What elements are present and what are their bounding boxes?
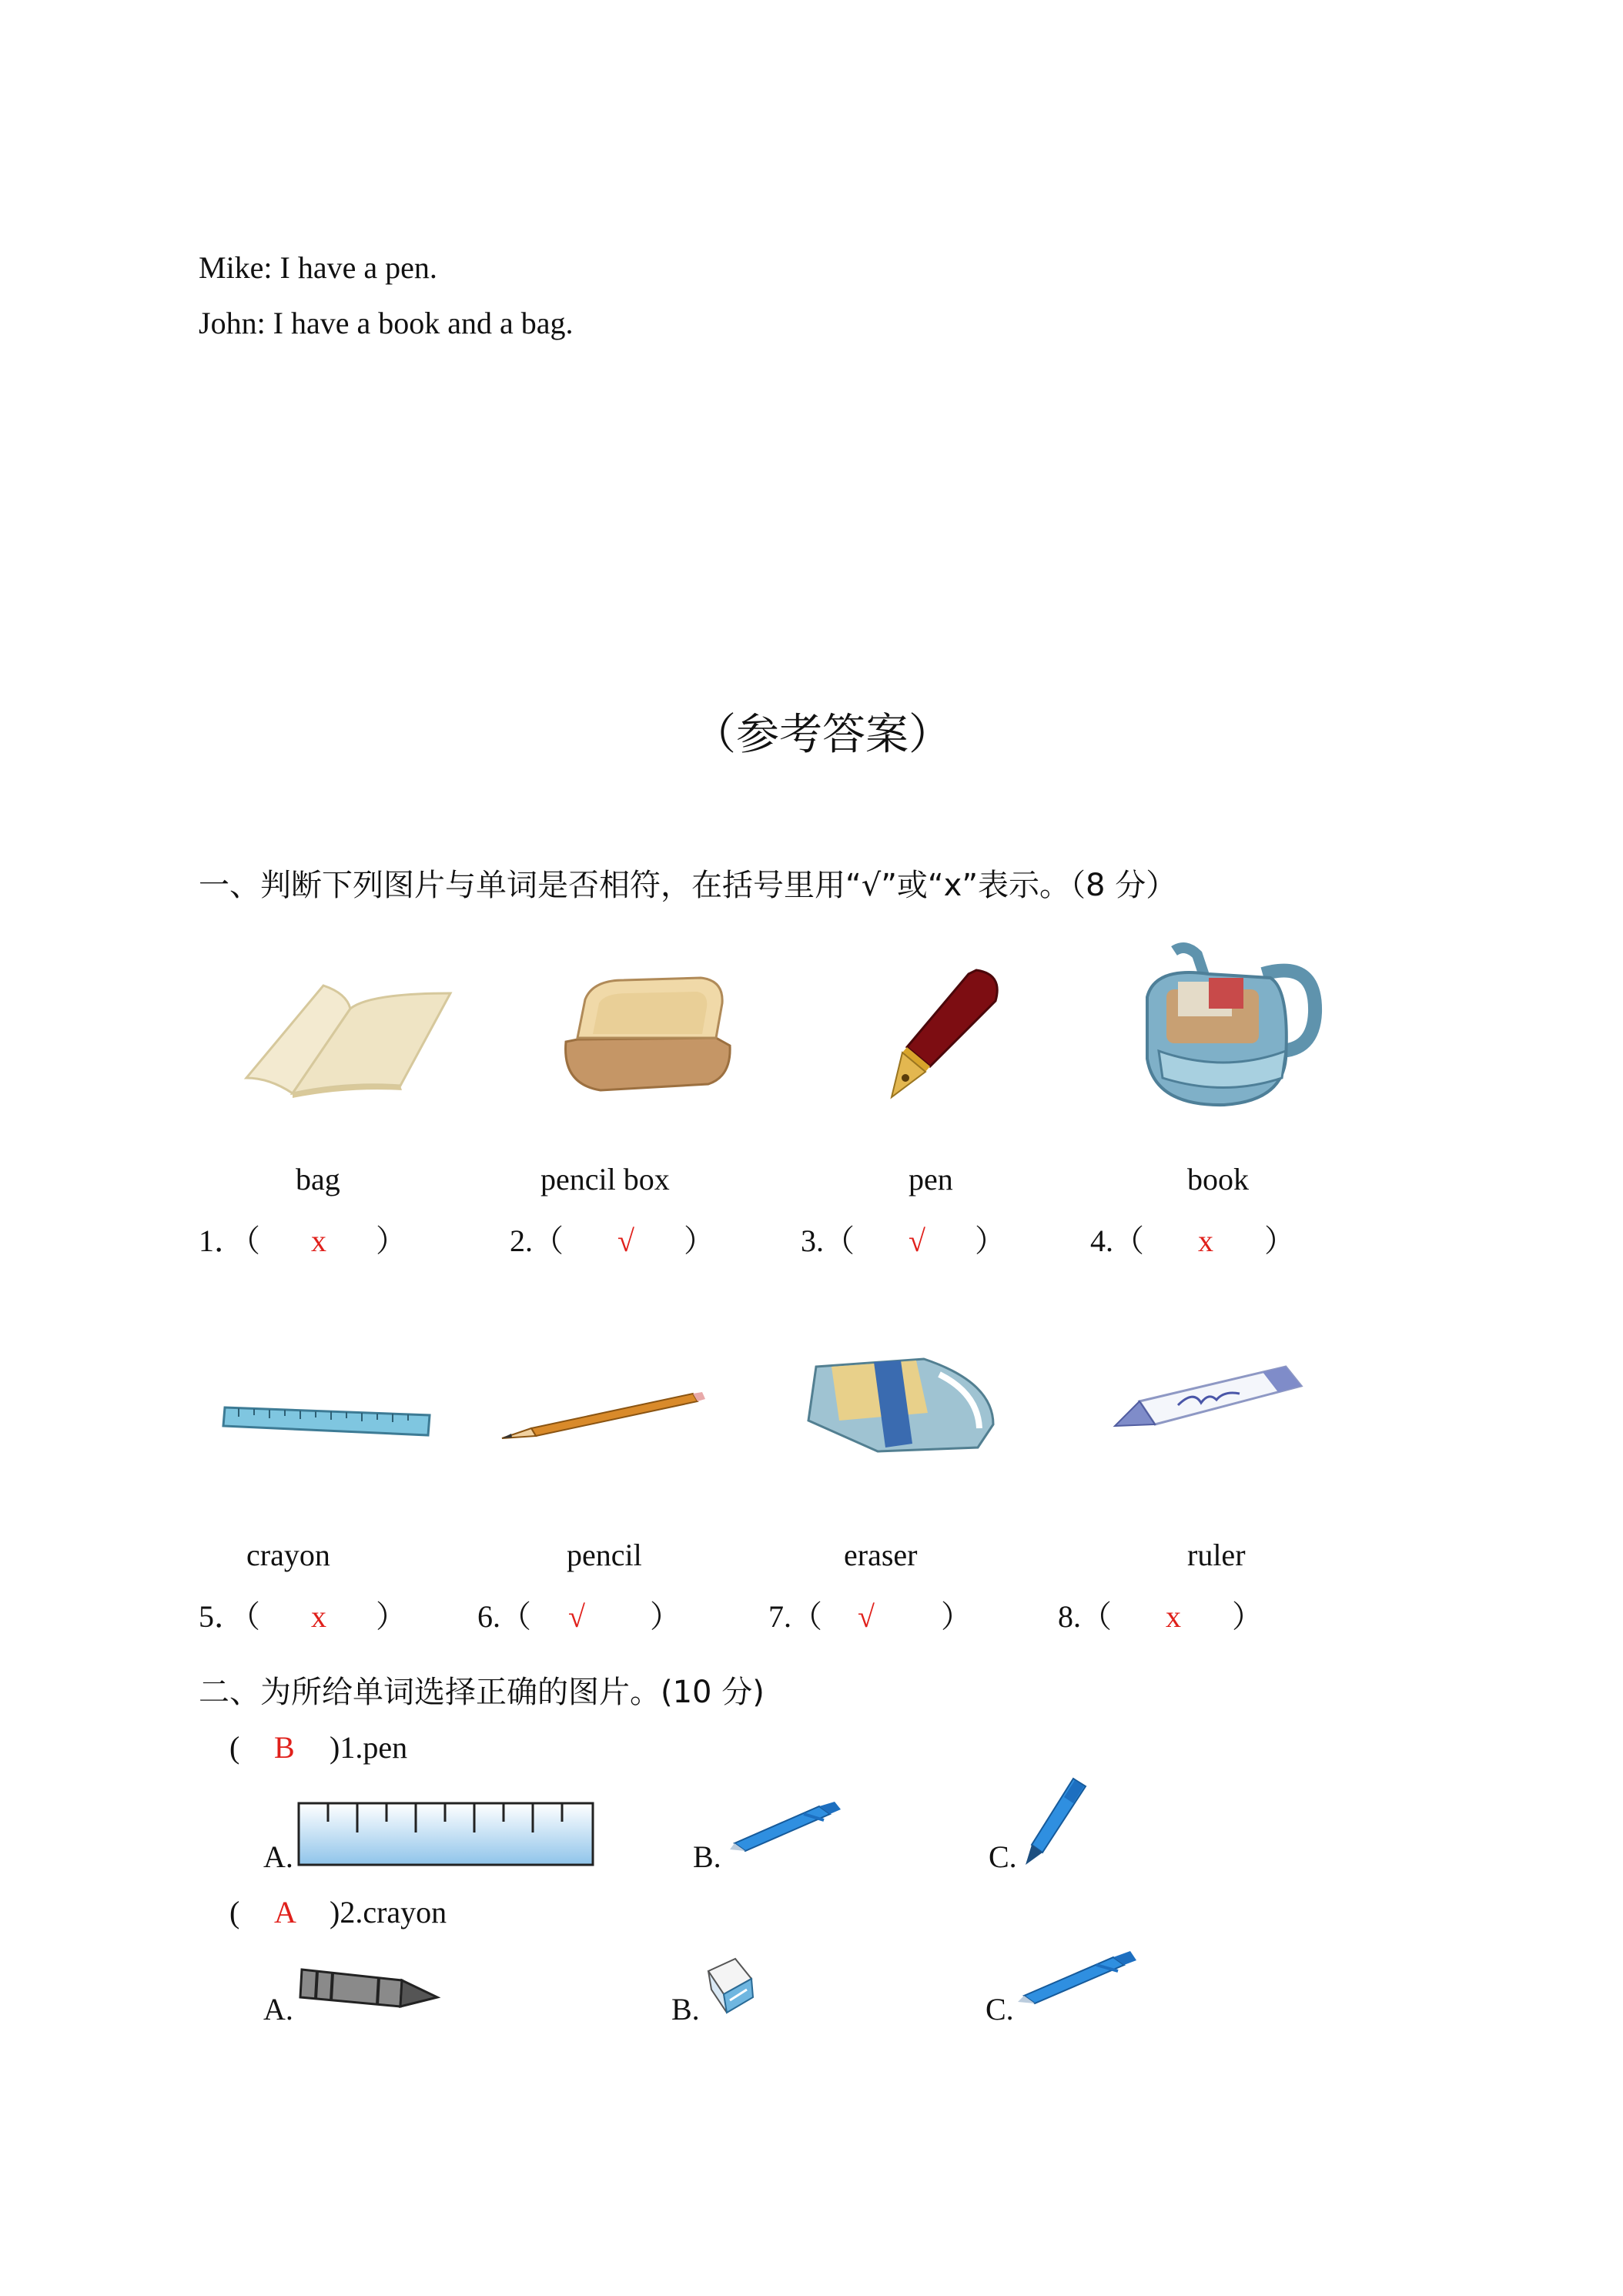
word-crayon: crayon <box>246 1538 330 1572</box>
question-2 <box>229 1895 447 1930</box>
open-paren: ( <box>229 1730 240 1765</box>
crayon-image <box>1109 1363 1309 1440</box>
answer-mark: √ <box>617 1223 634 1258</box>
item-number: 2.（ <box>510 1223 564 1258</box>
answer-letter: A <box>274 1895 296 1930</box>
word-pencil-box: pencil box <box>540 1162 670 1197</box>
pen-option-image <box>727 1799 842 1853</box>
pencil-image <box>500 1386 708 1448</box>
item-3 <box>801 1223 1006 1258</box>
item-number: 4.（ <box>1090 1223 1144 1258</box>
q2-option-b-label: B. <box>671 1992 700 2027</box>
answer-mark: √ <box>568 1599 585 1634</box>
item-number: 6.（ <box>477 1599 531 1634</box>
close-paren: ） <box>684 1223 714 1258</box>
item-1 <box>199 1223 407 1258</box>
q2-option-c-label: C. <box>986 1992 1014 2027</box>
part2-heading: 二、为所给单词选择正确的图片。(10 分) <box>199 1675 765 1710</box>
question-text: )1.pen <box>330 1730 408 1765</box>
eraser-option-image <box>701 1956 755 2017</box>
q1-option-c-label: C. <box>989 1839 1017 1874</box>
close-paren: ） <box>1232 1599 1263 1634</box>
answer-mark: √ <box>858 1599 875 1634</box>
word-pen: pen <box>909 1162 953 1197</box>
answer-mark: √ <box>909 1223 925 1258</box>
crayon-option-image <box>294 1963 440 2017</box>
page-title: （参考答案） <box>693 710 952 760</box>
marker-option-image <box>1019 1776 1089 1868</box>
q1-option-b-label: B. <box>693 1839 721 1874</box>
item-6 <box>477 1599 681 1634</box>
close-paren: ） <box>376 1599 407 1634</box>
dialogue-line-1: Mike: I have a pen. <box>199 250 437 285</box>
book-image <box>239 970 454 1101</box>
q1-option-a-label: A. <box>263 1839 293 1874</box>
item-number: 7.（ <box>768 1599 822 1634</box>
item-number: 1．（ <box>199 1223 260 1258</box>
answer-mark: x <box>1166 1599 1181 1634</box>
close-paren: ） <box>1264 1223 1295 1258</box>
word-bag: bag <box>296 1162 340 1197</box>
item-4 <box>1090 1223 1295 1258</box>
answer-mark: x <box>311 1223 326 1258</box>
part1-heading: 一、判断下列图片与单词是否相符，在括号里用“√”或“x”表示。（8 分） <box>199 868 1177 903</box>
pen-image <box>861 955 1015 1109</box>
item-number: 5．（ <box>199 1599 260 1634</box>
word-pencil: pencil <box>567 1538 642 1572</box>
item-5 <box>199 1599 407 1634</box>
ruler-option-image <box>297 1802 594 1866</box>
pencil-box-image <box>554 969 739 1099</box>
item-8 <box>1058 1599 1263 1634</box>
dialogue-line-2: John: I have a book and a bag. <box>199 306 574 340</box>
word-eraser: eraser <box>844 1538 918 1572</box>
item-number: 8.（ <box>1058 1599 1112 1634</box>
close-paren: ） <box>975 1223 1006 1258</box>
close-paren: ） <box>376 1223 407 1258</box>
open-paren: ( <box>229 1895 240 1930</box>
answer-mark: x <box>311 1599 326 1634</box>
q2-option-a-label: A. <box>263 1992 293 2027</box>
item-7 <box>768 1599 972 1634</box>
bag-image <box>1132 943 1324 1120</box>
item-2 <box>510 1223 714 1258</box>
word-ruler: ruler <box>1187 1538 1246 1572</box>
close-paren: ） <box>650 1599 681 1634</box>
answer-mark: x <box>1198 1223 1213 1258</box>
question-1 <box>229 1730 408 1765</box>
eraser-image <box>801 1351 1001 1459</box>
close-paren: ） <box>941 1599 972 1634</box>
ruler-image <box>223 1401 431 1448</box>
answer-letter: B <box>274 1730 295 1765</box>
item-number: 3.（ <box>801 1223 855 1258</box>
question-text: )2.crayon <box>330 1895 447 1930</box>
word-book: book <box>1187 1162 1249 1197</box>
pen-option-image <box>1015 1945 1138 2006</box>
